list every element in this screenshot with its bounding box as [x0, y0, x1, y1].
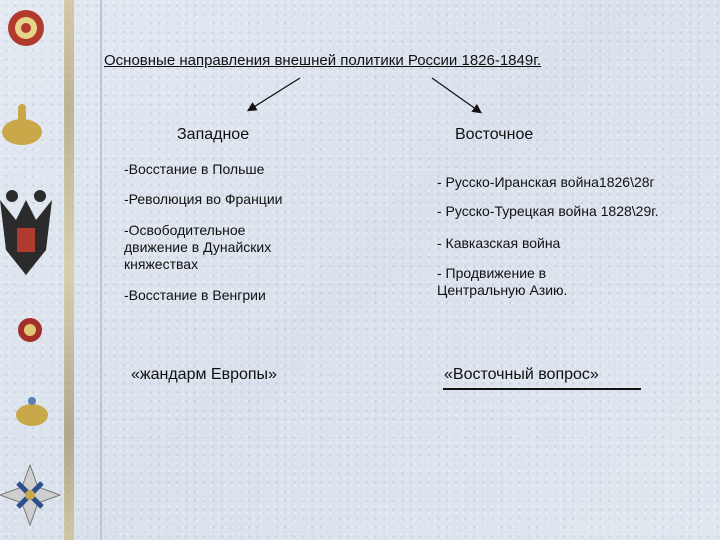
west-item: -Восстание в Польше — [124, 161, 265, 177]
east-slogan-underline — [443, 388, 641, 390]
east-item: - Кавказская война — [437, 235, 561, 251]
east-slogan: «Восточный вопрос» — [444, 366, 599, 383]
west-item: -Восстание в Венгрии — [124, 287, 266, 303]
page-title: Основные направления внешней политики России 1826-1849г. — [104, 52, 542, 69]
west-heading: Западное — [177, 126, 250, 143]
west-item: -Революция во Франции — [124, 191, 283, 207]
west-slogan: «жандарм Европы» — [131, 366, 277, 383]
east-heading: Восточное — [455, 126, 534, 143]
arrow-east — [432, 78, 480, 112]
west-item: -Освободительное движение в Дунайских княжествах — [124, 222, 272, 272]
east-item: - Русско-Иранская война1826\28г — [437, 174, 655, 190]
arrow-west — [249, 78, 300, 110]
east-item: - Русско-Турецкая война 1828\29г. — [437, 203, 659, 219]
east-item: - Продвижение в Центральную Азию. — [437, 265, 568, 298]
